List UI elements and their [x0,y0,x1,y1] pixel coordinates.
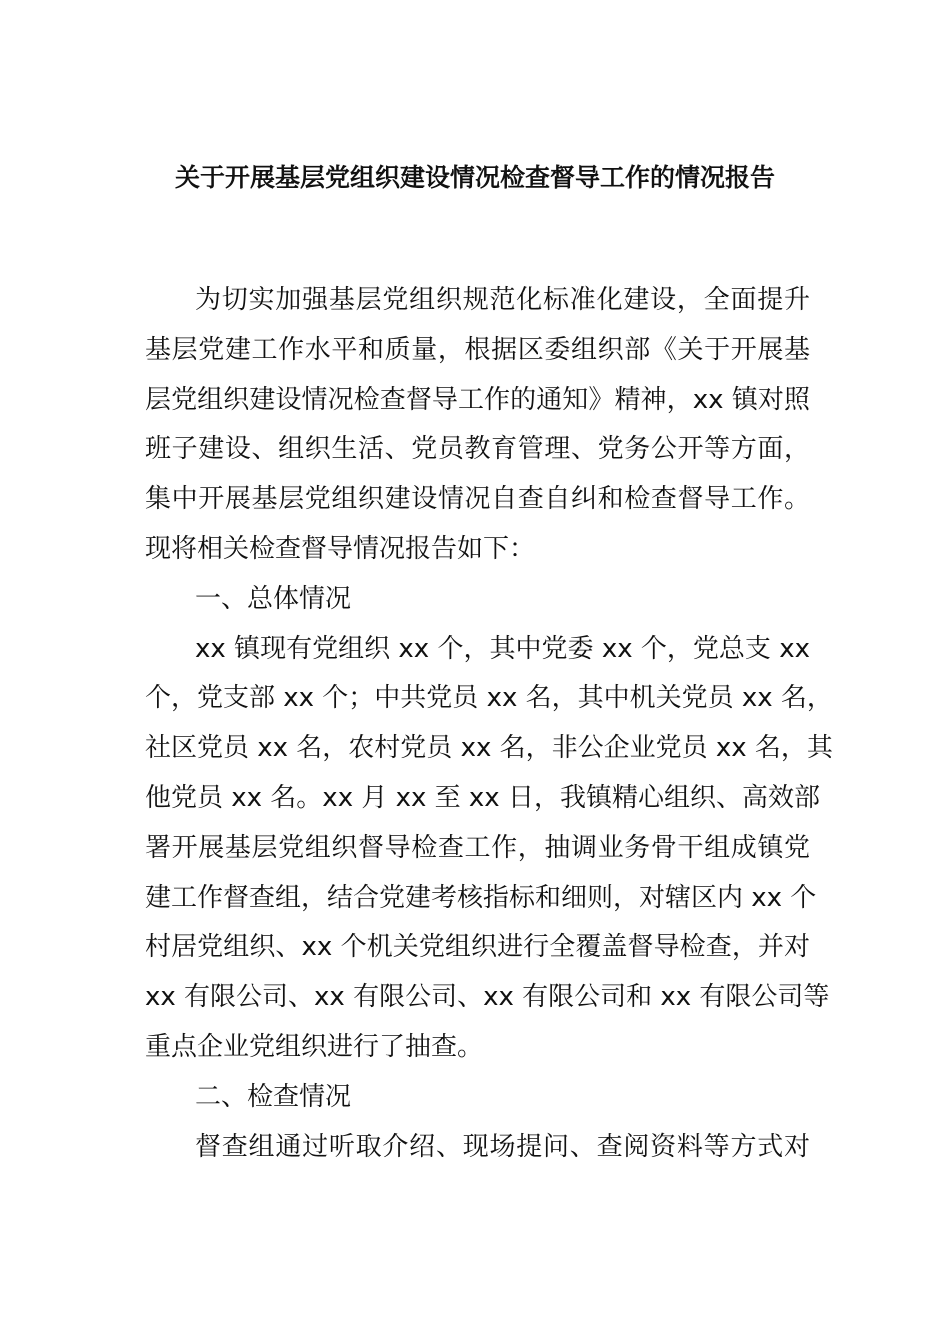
paragraph-line: xx 有限公司、xx 有限公司、xx 有限公司和 xx 有限公司等 [145,982,830,1013]
paragraph-line: 班子建设、组织生活、党员教育管理、党务公开等方面， [145,434,810,465]
document-title: 关于开展基层党组织建设情况检查督导工作的情况报告 [174,163,775,192]
paragraph-line: 集中开展基层党组织建设情况自查自纠和检查督导工作。 [145,484,810,515]
paragraph-line: 基层党建工作水平和质量，根据区委组织部《关于开展基 [145,334,810,365]
paragraph-line: 村居党组织、xx 个机关党组织进行全覆盖督导检查，并对 [145,932,810,963]
paragraph-line: 督查组通过听取介绍、现场提问、查阅资料等方式对 [195,1131,810,1162]
paragraph-line: 署开展基层党组织督导检查工作，抽调业务骨干组成镇党 [145,832,810,863]
paragraph-line: 二、检查情况 [195,1081,352,1112]
paragraph-line: 社区党员 xx 名，农村党员 xx 名，非公企业党员 xx 名，其 [145,733,833,764]
document-body [145,276,833,1172]
paragraph-line: 层党组织建设情况检查督导工作的通知》精神，xx 镇对照 [145,384,810,415]
paragraph-line: 现将相关检查督导情况报告如下： [145,533,536,564]
paragraph-line: 建工作督查组，结合党建考核指标和细则，对辖区内 xx 个 [145,882,817,913]
paragraph-line: 为切实加强基层党组织规范化标准化建设，全面提升 [195,285,810,315]
paragraph-line: xx 镇现有党组织 xx 个，其中党委 xx 个，党总支 xx [195,633,810,664]
paragraph-line: 他党员 xx 名。xx 月 xx 至 xx 日，我镇精心组织、高效部 [145,782,820,813]
paragraph-line: 重点企业党组织进行了抽查。 [145,1031,484,1062]
paragraph-line: 个，党支部 xx 个；中共党员 xx 名，其中机关党员 xx 名， [145,683,833,714]
paragraph-line: 一、总体情况 [195,583,352,614]
